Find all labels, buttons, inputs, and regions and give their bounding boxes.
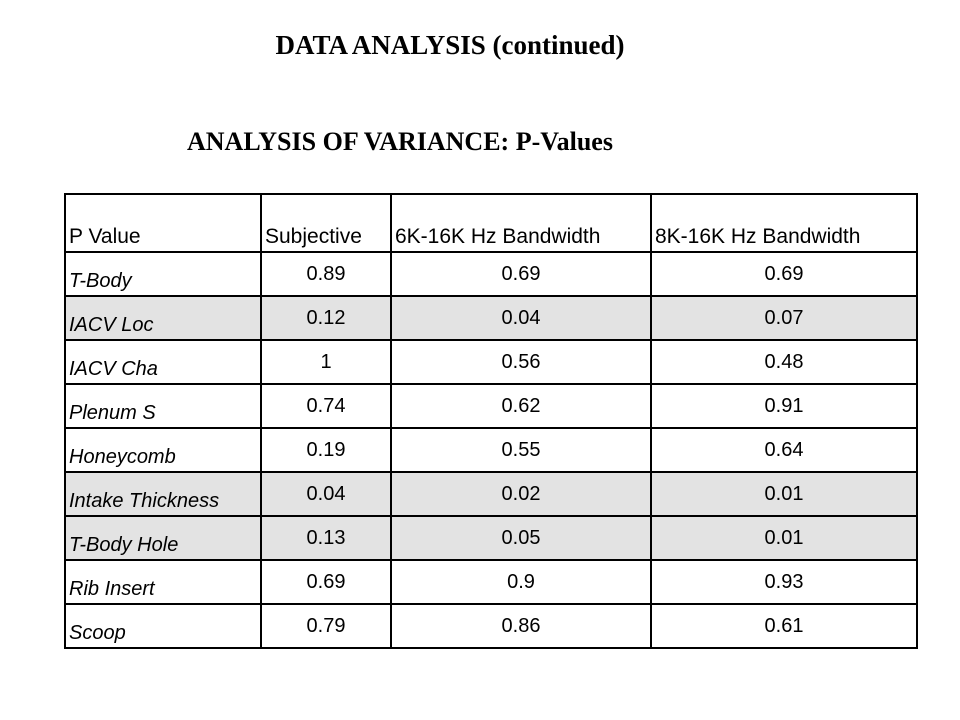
- bandwidth-6k-16k-value: 0.62: [391, 384, 651, 428]
- row-label: Scoop: [65, 604, 261, 648]
- bandwidth-8k-16k-value: 0.69: [651, 252, 917, 296]
- subjective-value: 0.79: [261, 604, 391, 648]
- bandwidth-6k-16k-value: 0.56: [391, 340, 651, 384]
- row-label: T-Body: [65, 252, 261, 296]
- table-row: [65, 296, 917, 340]
- subjective-value: 0.04: [261, 472, 391, 516]
- subjective-value: 0.13: [261, 516, 391, 560]
- bandwidth-8k-16k-value: 0.01: [651, 472, 917, 516]
- subjective-value: 0.74: [261, 384, 391, 428]
- table-row: [65, 472, 917, 516]
- subjective-value: 0.69: [261, 560, 391, 604]
- bandwidth-8k-16k-value: 0.93: [651, 560, 917, 604]
- subjective-value: 0.12: [261, 296, 391, 340]
- bandwidth-6k-16k-value: 0.04: [391, 296, 651, 340]
- page-subtitle: ANALYSIS OF VARIANCE: P-Values: [187, 127, 613, 156]
- table-row: [65, 252, 917, 296]
- table-row: [65, 560, 917, 604]
- table-row: [65, 384, 917, 428]
- row-label: T-Body Hole: [65, 516, 261, 560]
- column-header-6k-16k-bandwidth: 6K-16K Hz Bandwidth: [391, 194, 651, 252]
- row-label: Rib Insert: [65, 560, 261, 604]
- bandwidth-6k-16k-value: 0.69: [391, 252, 651, 296]
- row-label: Honeycomb: [65, 428, 261, 472]
- column-header-p-value: P Value: [65, 194, 261, 252]
- p-value-table: [64, 193, 918, 649]
- table-row: [65, 340, 917, 384]
- page-title: DATA ANALYSIS (continued): [275, 30, 625, 60]
- bandwidth-8k-16k-value: 0.48: [651, 340, 917, 384]
- bandwidth-8k-16k-value: 0.64: [651, 428, 917, 472]
- row-label: IACV Cha: [65, 340, 261, 384]
- bandwidth-6k-16k-value: 0.86: [391, 604, 651, 648]
- bandwidth-6k-16k-value: 0.55: [391, 428, 651, 472]
- bandwidth-8k-16k-value: 0.07: [651, 296, 917, 340]
- row-label: Plenum S: [65, 384, 261, 428]
- bandwidth-8k-16k-value: 0.91: [651, 384, 917, 428]
- subjective-value: 0.19: [261, 428, 391, 472]
- subjective-value: 1: [261, 340, 391, 384]
- row-label: Intake Thickness: [65, 472, 261, 516]
- bandwidth-8k-16k-value: 0.01: [651, 516, 917, 560]
- bandwidth-6k-16k-value: 0.05: [391, 516, 651, 560]
- subjective-value: 0.89: [261, 252, 391, 296]
- bandwidth-6k-16k-value: 0.02: [391, 472, 651, 516]
- row-label: IACV Loc: [65, 296, 261, 340]
- table-row: [65, 428, 917, 472]
- column-header-8k-16k-bandwidth: 8K-16K Hz Bandwidth: [651, 194, 917, 252]
- bandwidth-8k-16k-value: 0.61: [651, 604, 917, 648]
- table-row: [65, 516, 917, 560]
- column-header-subjective: Subjective: [261, 194, 391, 252]
- bandwidth-6k-16k-value: 0.9: [391, 560, 651, 604]
- table-header-row: [65, 194, 917, 252]
- table-row: [65, 604, 917, 648]
